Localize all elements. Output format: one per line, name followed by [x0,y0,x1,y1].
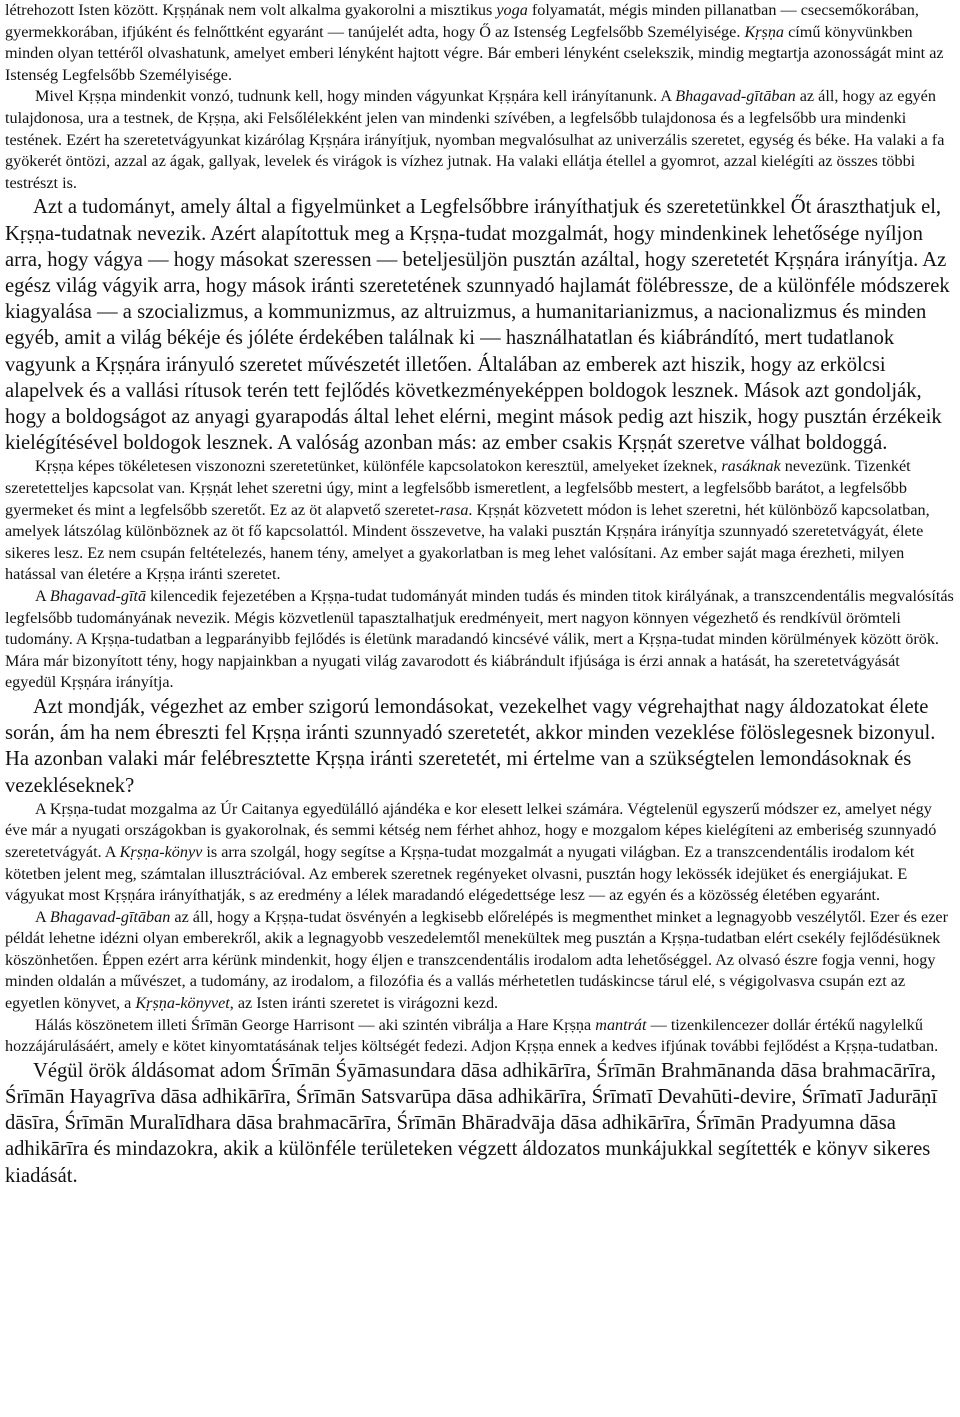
italic-term: Bhagavad-gītāban [49,907,171,926]
paragraph-5 [5,586,954,694]
text-run: A [35,907,50,926]
text-run: Azt mondják, végezhet az ember szigorú lemondásokat, vezekelhet vagy végrehajthat nagy áldozatokat élete során, ám ha nem ébreszti fel Kṛṣṇa iránti szunnyadó szeretetét, akkor minden vezeklése fölöslegesnek bizonyul. Ha azonban valaki már felébresztette Kṛṣṇa iránti szeretetét, mi értelme van a szükségtelen lemondásoknak és vezekléseknek? [5,695,936,797]
text-run: is arra szolgál, hogy segítse a Kṛṣṇa-tudat mozgalmát a nyugati világban. Ez a transzcendentális irodalom két kötetben jelent meg, számtalan illusztrációval. Az emberek szeretnek regényeket olvasni, pusztán hogy lekössék idejüket és energiájukat. E vágyukat most Kṛṣṇára irányíthatják, s az eredmény a lélek maradandó elégedettsége lesz — az egyén és a közösség életében egyaránt. [5,842,915,905]
paragraph-2 [5,86,954,194]
paragraph-6 [5,694,954,799]
paragraph-7 [5,799,954,907]
text-run: , az Isten iránti szeretet is virágozni kezd. [229,994,499,1013]
text-run: Mivel Kṛṣṇa mindenkit vonzó, tudnunk kell, hogy minden vágyunkat Kṛṣṇára kell irányítanunk. A [35,87,676,106]
text-run: — tizenkilencezer dollár értékű nagylelkű hozzájárulásáért, amely e kötet kinyomtatásának teljes költségét fedezi. Adjon Kṛṣṇa ennek a kedves ifjúnak további fejlődést a Kṛṣṇa-tudatban. [5,1015,939,1056]
italic-term: Kṛṣṇa-könyvet [135,994,230,1013]
document-body [5,0,954,1189]
paragraph-3 [5,194,954,456]
paragraph-4 [5,456,954,586]
italic-term: rasa [439,500,469,519]
text-run: az áll, hogy az egyén tulajdonosa, ura a testnek, de Kṛṣṇa, aki Felsőlélekként jelen van mindenki szívében, a legfelsőbb tulajdonosa és a legfelsőbb ura mindenki testének. Ezért ha szeretetvágyunkat kizárólag Kṛṣṇára irányítjuk, nyomban megvalósulhat az univerzális szeretet, egység és béke. Ha valaki a fa gyökerét öntözi, azzal az ágak, gallyak, levelek és virágok is vízhez jutnak. Ha valaki ellátja étellel a gyomrot, azzal kielégíti az összes többi testrészt is. [5,87,945,192]
text-run: Hálás köszönetem illeti Śrīmān George Harrisont — aki szintén vibrálja a Hare Kṛṣṇa [35,1015,596,1034]
text-run: Azt a tudományt, amely által a figyelmünket a Legfelsőbbre irányíthatjuk és szeretetünkkel Őt áraszthatjuk el, Kṛṣṇa-tudatnak nevezik. Azért alapítottuk meg a Kṛṣṇa-tudat mozgalmát, hogy mindenkinek lehetősége nyíljon arra, hogy vágya — hogy másokat szeressen — beteljesüljön pusztán azáltal, hogy szeretetét Kṛṣṇára irányítja. Az egész világ vágyik arra, hogy mások iránti szeretetének szunnyadó hajlamát fölébressze, de a különféle módszerek kiagyalása — a szocializmus, a kommunizmus, az altruizmus, a humanitarianizmus, a nacionalizmus és minden egyéb, amit a világ békéje és jóléte érdekében találnak ki — használhatatlan és kiábrándító, mert tudatlanok vagyunk a Kṛṣṇára irányuló szeretet művészetét illetően. Általában az emberek azt hiszik, hogy az erkölcsi alapelvek és a vallási rítusok terén tett fejlődés következményeképpen boldogok lesznek. Mások azt gondolják, hogy a boldogságot az anyagi gyarapodás által lehet elérni, megint mások pedig azt hiszik, hogy pusztán érzékeik kielégítésével boldogok lesznek. A valóság azonban más: az ember csakis Kṛṣṇát szeretve válhat boldoggá. [5,196,950,455]
text-run: A [35,586,50,605]
text-run: . Kṛṣṇát közvetett módon is lehet szeretni, hét különböző kapcsolatban, amelyek látszólag különböznek az öt fő kapcsolattól. Mindent összevetve, ha valaki pusztán Kṛṣṇára irányítja szunnyadó szeretetvágyát, élete sikeres lesz. Ez nem csupán feltételezés, hanem tény, amelyet a gyakorlatban is meg lehet valósítani. Az ember saját maga érezheti, milyen hatással van életére a Kṛṣṇa iránti szeretet. [5,500,930,584]
text-run: folyamatát, mégis minden pillanatban — csecsemőkorában, gyermekkorában, ifjúként és felnőttként egyaránt — tanújelét adta, hogy Ő az Istenség Legfelsőbb Személyisége. [5,1,919,41]
text-run: nevezünk. Tizenkét szeretetteljes kapcsolat van. Kṛṣṇát lehet szeretni úgy, mint a legfelsőbb ismeretlent, a legfelsőbb mestert, a legfelsőbb barátot, a legfelsőbb gyermeket és mint a legfelsőbb szeretőt. Ez az öt alapvető szeretet- [5,457,911,519]
italic-term: mantrát [595,1015,647,1034]
text-run: A Kṛṣṇa-tudat mozgalma az Úr Caitanya egyedülálló ajándéka e kor elesett lelkei számára. Végtelenül egyszerű módszer ez, amelyet négy éve már a nyugati országokban is gyakorolnak, és semmi kétség nem férhet ahhoz, hogy e mozgalom képes kielégíteni az emberiség szunnyadó szeretetvágyát. A [5,799,937,861]
paragraph-8 [5,907,954,1015]
italic-term: rasáknak [721,457,781,476]
text-run: az áll, hogy a Kṛṣṇa-tudat ösvényén a legkisebb előrelépés is megmenthet minket a legnagyobb veszélytől. Ezer és ezer példát lehetne idézni olyan emberekről, akik a legnagyobb veszedelemtől menekültek meg pusztán a Kṛṣṇa-tudatban elért csekély fejlődésüknek köszönhetően. Éppen ezért arra kérünk mindenkit, hogy éljen e transzcendentális irodalom adta lehetőséggel. Az olvasó észre fogja venni, hogy minden oldalán a művészet, a tudomány, az irodalom, a filozófia és a vallás mérhetetlen tudáskincse tárul elé, s végigolvasva csupán ezt az egyetlen könyvet, a [5,907,948,1013]
paragraph-10 [5,1058,954,1189]
italic-term: Kṛṣṇa-könyv [119,842,203,861]
text-run: Kṛṣṇa képes tökéletesen viszonozni szeretetünket, különféle kapcsolatokon keresztül, amelyeket ízeknek, [35,457,722,476]
text-run: című könyvünkben minden olyan tettéről olvashatunk, amelyet emberi lényként hajtott végre. Bár emberi lényként cselekszik, mindig megtartja azonosságát mint az Istenség Legfelsőbb Személyisége. [5,22,944,84]
italic-term: Bhagavad-gītāban [675,87,796,106]
italic-term: Kṛṣṇa [744,22,785,41]
italic-term: Bhagavad-gītā [49,586,147,605]
paragraph-1 [5,0,954,86]
text-run: Végül örök áldásomat adom Śrīmān Śyāmasundara dāsa adhikārīra, Śrīmān Brahmānanda dāsa brahmacārīra, Śrīmān Hayagrīva dāsa adhikārīra, Śrīmān Satsvarūpa dāsa adhikārīra, Śrīmatī Devahūti-devire, Śrīmatī Jadurāṇī dāsīra, Śrīmān Muralīdhara dāsa brahmacārīra, Śrīmān Bhāradvāja dāsa adhikārīra, Śrīmān Pradyumna dāsa adhikārīra és mindazokra, akik a különféle területeken végzett áldozatos munkájukkal segítették e könyv sikeres kiadását. [5,1059,938,1187]
italic-term: yoga [496,1,528,19]
paragraph-9 [5,1015,954,1058]
text-run: kilencedik fejezetében a Kṛṣṇa-tudat tudományát minden tudás és minden titok királyának, a transzcendentális megvalósítás legfelsőbb tudományának nevezik. Mégis közvetlenül tapasztalhatjuk eredményeit, mert nagyon könnyen végezhető és rendkívül örömteli tudomány. A Kṛṣṇa-tudatban a legparányibb fejlődés is életünk maradandó kincsévé válik, mert a Kṛṣṇa-tudat minden körülmények között örök. Mára már bizonyított tény, hogy napjainkban a nyugati világ zavarodott és kiábrándult ifjúsága is érzi annak a hatását, ha szeretetvágyását egyedül Kṛṣṇára irányítja. [5,586,954,692]
text-run: létrehozott Isten között. Kṛṣṇának nem volt alkalma gyakorolni a misztikus [5,1,497,19]
